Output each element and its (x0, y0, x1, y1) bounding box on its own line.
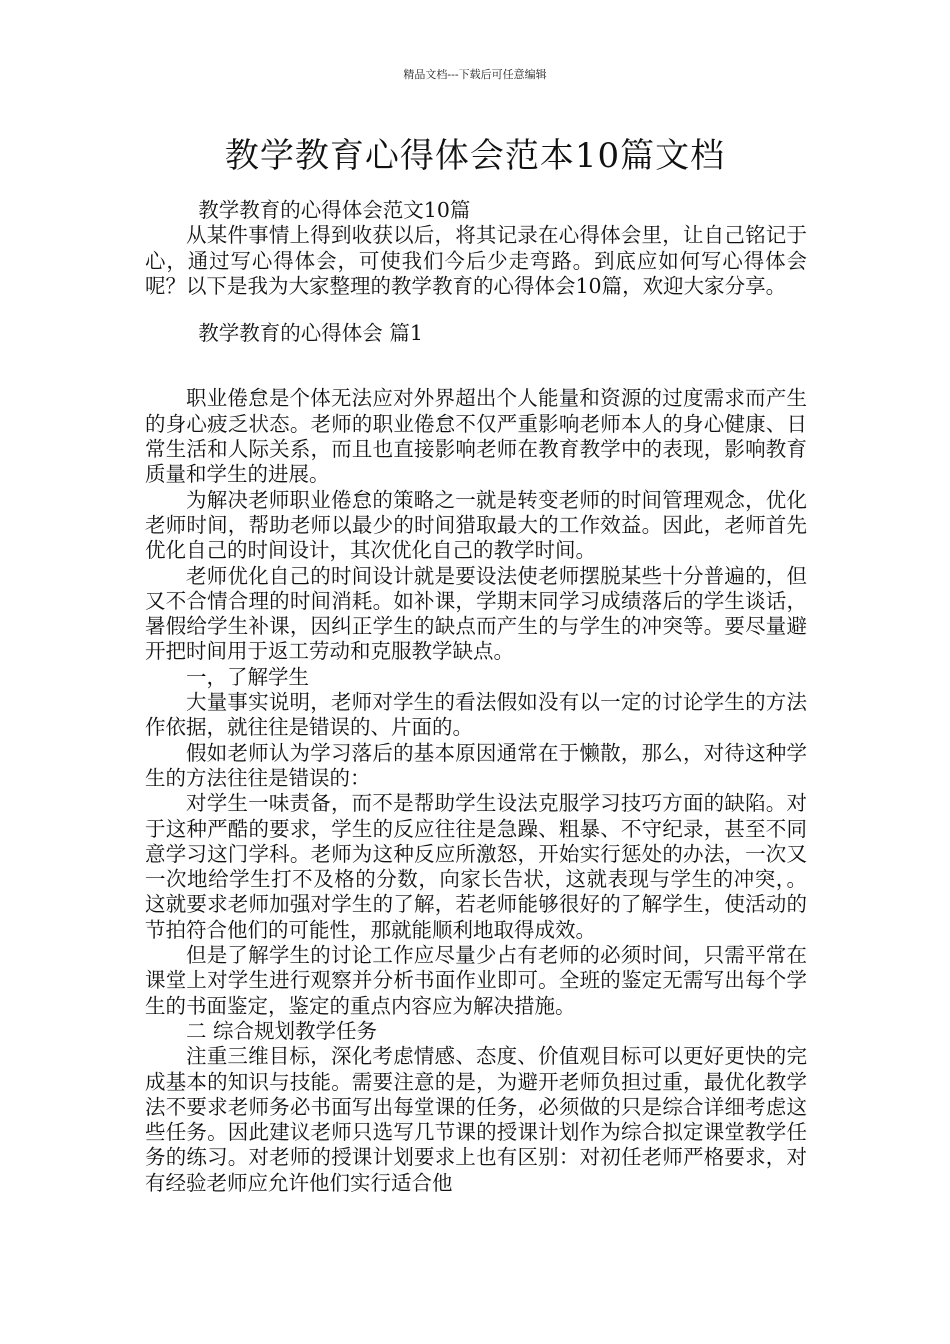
paragraph: 但是了解学生的讨论工作应尽量少占有老师的必须时间，只需平常在课堂上对学生进行观察并分析书面作业即可。全班的鉴定无需写出每个学生的书面鉴定，鉴定的重点内容应为解决措施。 (145, 943, 807, 1018)
subheading: 二 综合规划教学任务 (186, 1018, 378, 1043)
document-title: 教学教育心得体会范本10篇文档 (224, 136, 726, 176)
paragraph: 注重三维目标，深化考虑情感、态度、价值观目标可以更好更快的完成基本的知识与技能。需要注意的是，为避开老师负担过重，最优化教学法不要求老师务必书面写出每堂课的任务，必须做的只是综合详细考虑这些任务。因此建议老师只选写几节课的授课计划作为综合拟定课堂教学任务的练习。对老师的授课计划要求上也有区别：对初任老师严格要求，对有经验老师应允许他们实行适合他 (145, 1044, 807, 1195)
paragraph: 假如老师认为学习落后的基本原因通常在于懒散，那么，对待这种学生的方法往往是错误的： (145, 740, 807, 790)
document-subtitle: 教学教育的心得体会范文10篇 (198, 198, 471, 222)
paragraph: 职业倦怠是个体无法应对外界超出个人能量和资源的过度需求而产生的身心疲乏状态。老师的职业倦怠不仅严重影响老师本人的身心健康、日常生活和人际关系，而且也直接影响老师在教育教学中的表现，影响教育质量和学生的进展。 (145, 386, 807, 487)
intro-paragraph: 从某件事情上得到收获以后，将其记录在心得体会里，让自己铭记于心，通过写心得体会，可使我们今后少走弯路。到底应如何写心得体会呢？以下是我为大家整理的教学教育的心得体会10篇，欢迎大家分享。 (145, 223, 807, 298)
paragraph: 为解决老师职业倦怠的策略之一就是转变老师的时间管理观念，优化老师时间，帮助老师以最少的时间猎取最大的工作效益。因此，老师首先优化自己的时间设计，其次优化自己的教学时间。 (145, 487, 807, 563)
spacer (145, 346, 807, 386)
subheading: 一，了解学生 (186, 664, 309, 689)
section-heading: 教学教育的心得体会 篇1 (198, 321, 423, 346)
document-body (145, 198, 807, 1196)
spacer (145, 299, 807, 321)
paragraph: 对学生一味责备，而不是帮助学生设法克服学习技巧方面的缺陷。对于这种严酷的要求，学生的反应往往是急躁、粗暴、不守纪录，甚至不同意学习这门学科。老师为这种反应所激怒，开始实行惩处的办法，一次又一次地给学生打不及格的分数，向家长告状，这就表现与学生的冲突，。这就要求老师加强对学生的了解，若老师能够很好的了解学生，使活动的节拍符合他们的可能性，那就能顺利地取得成效。 (145, 791, 807, 942)
paragraph: 老师优化自己的时间设计就是要设法使老师摆脱某些十分普遍的，但又不合情合理的时间消耗。如补课，学期末同学习成绩落后的学生谈话，暑假给学生补课，因纠正学生的缺点而产生的与学生的冲突等。要尽量避开把时间用于返工劳动和克服教学缺点。 (145, 563, 807, 664)
header-note: 精品文档---下载后可任意编辑 (403, 68, 547, 81)
paragraph: 大量事实说明，老师对学生的看法假如没有以一定的讨论学生的方法作依据，就往往是错误的、片面的。 (145, 690, 807, 740)
